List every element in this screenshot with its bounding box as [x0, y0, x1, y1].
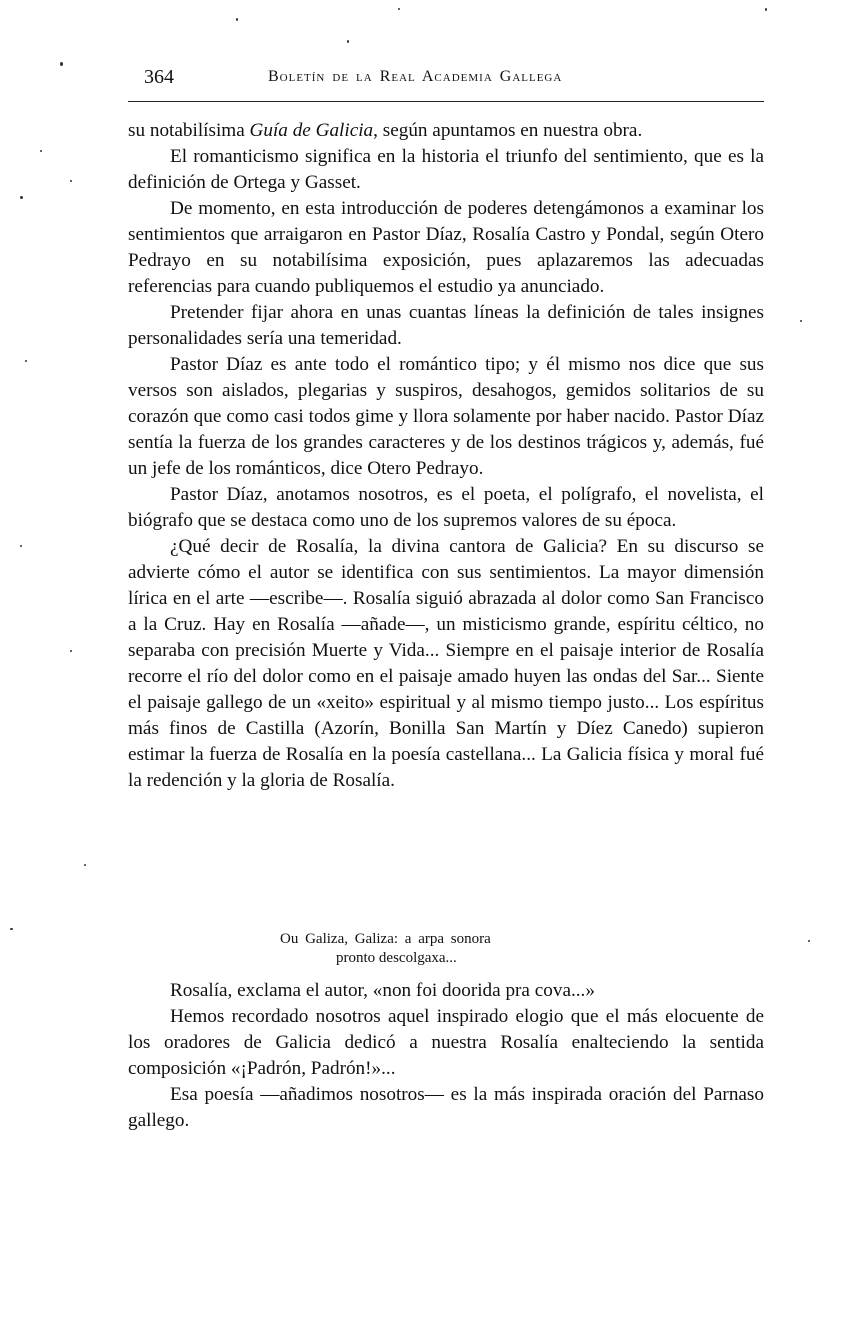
scan-speck: [808, 940, 810, 942]
scan-speck: [765, 8, 767, 11]
scan-speck: [20, 196, 23, 199]
italic-title: Guía de Galicia: [249, 120, 374, 141]
scan-speck: [347, 40, 349, 43]
body-text-bottom: [128, 978, 764, 1134]
paragraph: El romanticismo significa en la historia el triunfo del sentimiento, que es la definición de Ortega y Gasset.: [128, 146, 764, 193]
scan-speck: [70, 650, 72, 652]
header-rule: [128, 101, 764, 102]
paragraph: Esa poesía —añadimos nosotros— es la más inspirada oración del Parnaso gallego.: [128, 1084, 764, 1131]
scan-speck: [398, 8, 400, 10]
journal-title: Boletín de la Real Academia Gallega: [268, 68, 563, 85]
verse-line: Ou Galiza, Galiza: a arpa sonora: [280, 931, 491, 947]
paragraph: Pastor Díaz, anotamos nosotros, es el poeta, el polígrafo, el novelista, el biógrafo que se destaca como uno de los supremos valores de su época.: [128, 484, 764, 531]
scan-speck: [40, 150, 42, 152]
scan-speck: [84, 864, 86, 866]
paragraph: Hemos recordado nosotros aquel inspirado elogio que el más elocuente de los oradores de Galicia dedicó a nuestra Rosalía enalteciendo la sentida composición «¡Padrón, Padrón!»...: [128, 1006, 764, 1079]
paragraph: Pastor Díaz es ante todo el romántico tipo; y él mismo nos dice que sus versos son aislados, plegarias y suspiros, desahogos, gemidos solitarios de su corazón que como casi todos gime y llora solamente por haber nacido. Pastor Díaz sentía la fuerza de los grandes caracteres y de los destinos trágicos y, además, fué un jefe de los románticos, dice Otero Pedrayo.: [128, 354, 764, 479]
scan-speck: [800, 320, 802, 322]
running-header: [128, 64, 764, 92]
verse-quote: [280, 930, 491, 968]
scan-speck: [60, 62, 63, 66]
scan-speck: [20, 545, 22, 547]
body-text-top: [128, 118, 764, 794]
paragraph: De momento, en esta introducción de poderes detengámonos a examinar los sentimientos que arraigaron en Pastor Díaz, Rosalía Castro y Pondal, según Otero Pedrayo en su notabilísima exposición, pues aplazaremos las adecuadas referencias para cuando publiquemos el estudio ya anunciado.: [128, 198, 764, 297]
page-number: 364: [144, 66, 174, 88]
paragraph: Rosalía, exclama el autor, «non foi doorida pra cova...»: [170, 980, 595, 1001]
paragraph: ¿Qué decir de Rosalía, la divina cantora de Galicia? En su discurso se advierte cómo el autor se identifica con sus sentimientos. La mayor dimensión lírica en el arte —escribe—. Rosalía siguió abrazada al dolor como San Francisco a la Cruz. Hay en Rosalía —añade—, un misticismo grande, espíritu céltico, no separaba con precisión Muerte y Vida... Siempre en el paisaje interior de Rosalía recorre el río del dolor como en el paisaje amado huyen las ondas del Sar... Siente el paisaje gallego de un «xeito» espiritual y al mismo tiempo justo... Los espíritus más finos de Castilla (Azorín, Bonilla San Martín y Díez Canedo) supieron estimar la fuerza de Rosalía en la poesía castellana... La Galicia física y moral fué la redención y la gloria de Rosalía.: [128, 536, 764, 791]
scan-speck: [25, 360, 27, 362]
scan-speck: [10, 928, 13, 930]
paragraph: Pretender fijar ahora en unas cuantas líneas la definición de tales insignes personalidades sería una temeridad.: [128, 302, 764, 349]
paragraph-continuation: su notabilísima Guía de Galicia, según apuntamos en nuestra obra.: [128, 120, 643, 141]
scan-speck: [236, 18, 238, 21]
verse-line: pronto descolgaxa...: [336, 950, 457, 966]
scan-speck: [70, 180, 72, 182]
